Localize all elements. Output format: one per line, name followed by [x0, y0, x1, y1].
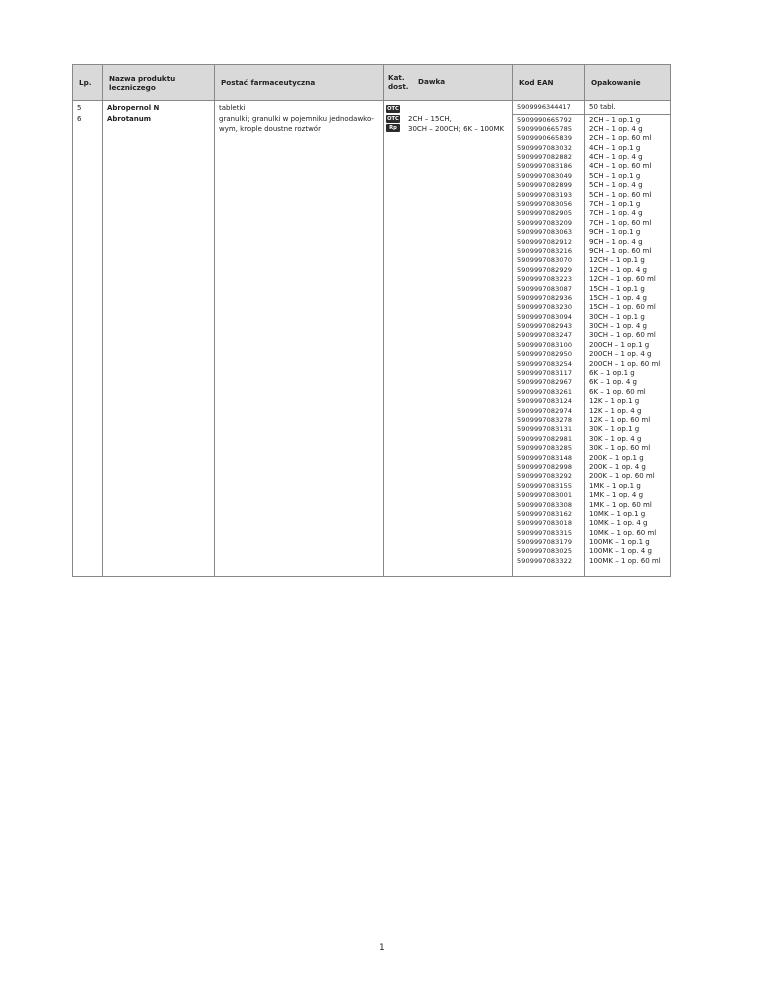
header-form: Postać farmaceutyczna — [215, 65, 384, 101]
ean-cell — [513, 101, 585, 577]
ean-item: 5909997083001 — [517, 491, 573, 500]
ean-item: 5909997082929 — [517, 265, 573, 274]
ean-item: 5909997082936 — [517, 293, 573, 302]
pack-item: 100MK – 1 op. 4 g — [589, 547, 652, 556]
header-dose: Dawka — [418, 77, 446, 87]
lp-cell — [73, 101, 103, 577]
pack-item: 100MK – 1 op. 60 ml — [589, 556, 661, 565]
pack-item: 6K – 1 op.1 g — [589, 369, 635, 378]
ean-item: 5909997083155 — [517, 481, 573, 490]
pack-item: 15CH – 1 op. 4 g — [589, 293, 647, 302]
pack-item: 100MK – 1 op.1 g — [589, 538, 650, 547]
ean-item: 5909997083056 — [517, 200, 573, 209]
pack-item: 9CH – 1 op. 4 g — [589, 237, 643, 246]
row2-category-dose — [386, 114, 508, 135]
ean-item: 5909997083292 — [517, 472, 573, 481]
ean-item: 5909997083223 — [517, 275, 573, 284]
otc-badge: OTC — [387, 106, 399, 112]
ean-item: 5909997082998 — [517, 462, 573, 471]
pack-item: 15CH – 1 op.1 g — [589, 284, 645, 293]
row-divider — [513, 114, 584, 115]
row1-category — [386, 103, 508, 114]
pack-list — [589, 116, 666, 567]
ean-item: 5909997083100 — [517, 340, 573, 349]
ean-item: 5909997083254 — [517, 359, 573, 368]
ean-item: 5909997083278 — [517, 416, 573, 424]
pack-item: 200CH – 1 op. 60 ml — [589, 359, 661, 368]
pack-item: 200K – 1 op. 4 g — [589, 462, 646, 471]
pack-item: 9CH – 1 op. 60 ml — [589, 246, 652, 255]
lp-6: 6 — [77, 114, 82, 123]
pack-item: 12K – 1 op. 60 ml — [589, 416, 651, 424]
pack-abropernol: 50 tabl. — [589, 103, 616, 111]
ean-abropernol: 5909996344417 — [517, 103, 571, 111]
pack-item: 5CH – 1 op. 60 ml — [589, 190, 652, 199]
ean-item: 5909997082943 — [517, 322, 573, 331]
pack-item: 10MK – 1 op.1 g — [589, 509, 646, 518]
pack-item: 7CH – 1 op. 60 ml — [589, 218, 652, 227]
pack-item: 30CH – 1 op. 60 ml — [589, 331, 656, 340]
pack-item: 12CH – 1 op. 60 ml — [589, 275, 656, 284]
pack-item: 12K – 1 op.1 g — [589, 397, 640, 406]
ean-item: 5909997083070 — [517, 256, 573, 265]
pack-item: 200K – 1 op.1 g — [589, 453, 644, 462]
form-abropernol: tabletki — [219, 104, 246, 112]
ean-item: 5909990665792 — [517, 115, 573, 124]
pack-item: 1MK – 1 op. 60 ml — [589, 500, 652, 509]
pack-item: 30CH – 1 op. 4 g — [589, 322, 647, 331]
pack-item: 30K – 1 op.1 g — [589, 425, 640, 434]
pack-item: 2CH – 1 op. 4 g — [589, 124, 643, 133]
product-table — [72, 64, 671, 577]
ean-item: 5909997083209 — [517, 218, 573, 227]
pack-item: 12K – 1 op. 4 g — [589, 406, 642, 415]
dose-list — [408, 114, 504, 135]
pack-item: 12CH – 1 op. 4 g — [589, 265, 647, 274]
dose-line: 30CH – 200CH; 6K – 100MK — [408, 125, 505, 133]
ean-item: 5909997083032 — [517, 143, 573, 152]
ean-item: 5909997083124 — [517, 397, 573, 406]
ean-item: 5909997082912 — [517, 237, 573, 246]
ean-item: 5909997083261 — [517, 387, 573, 396]
ean-item: 5909997083117 — [517, 369, 573, 378]
header-pack: Opakowanie — [585, 65, 671, 101]
pack-item: 9CH – 1 op.1 g — [589, 228, 641, 237]
ean-item: 5909997083094 — [517, 312, 573, 321]
pack-item: 30K – 1 op. 4 g — [589, 434, 642, 443]
ean-item: 5909997083049 — [517, 171, 573, 180]
name-cell — [103, 101, 215, 577]
ean-item: 5909997083216 — [517, 246, 573, 255]
ean-item: 5909997082950 — [517, 350, 573, 359]
ean-item: 5909997083131 — [517, 425, 573, 434]
ean-item: 5909997083148 — [517, 453, 573, 462]
ean-item: 5909997082882 — [517, 153, 573, 162]
pack-item: 4CH – 1 op.1 g — [589, 143, 641, 152]
ean-item: 5909997083285 — [517, 444, 573, 453]
header-name: Nazwa produktu leczniczego — [103, 65, 215, 101]
pack-item: 200CH – 1 op.1 g — [589, 340, 650, 349]
category-dose-cell — [384, 101, 513, 577]
header-category-dose — [384, 65, 513, 101]
ean-item: 5909997083087 — [517, 284, 573, 293]
header-row — [73, 65, 671, 101]
header-dost: dost. — [388, 81, 409, 91]
ean-item: 5909997082981 — [517, 434, 573, 443]
pack-cell — [585, 101, 671, 577]
header-ean: Kod EAN — [513, 65, 585, 101]
product-name-abrotanum: Abrotanum — [107, 114, 152, 123]
pack-item: 200CH – 1 op. 4 g — [589, 350, 652, 359]
ean-item: 5909997083025 — [517, 547, 573, 556]
form-abrotanum: granulki; granulki w pojemniku jednodawko-wym, krople doustne roztwór — [219, 114, 374, 133]
ean-item: 5909997082905 — [517, 209, 573, 218]
product-name-abropernol: Abropernol N — [107, 104, 160, 112]
table-row — [73, 101, 671, 577]
page-number: 1 — [379, 943, 385, 953]
ean-item: 5909997082974 — [517, 406, 573, 415]
ean-item: 5909997083308 — [517, 500, 573, 509]
pack-item: 15CH – 1 op. 60 ml — [589, 303, 656, 312]
ean-item: 5909997083193 — [517, 190, 573, 199]
pack-item: 5CH – 1 op.1 g — [589, 171, 641, 180]
pack-item: 7CH – 1 op. 4 g — [589, 209, 643, 218]
ean-item: 5909990665785 — [517, 124, 573, 133]
ean-item: 5909997083063 — [517, 228, 573, 237]
row-divider — [585, 114, 670, 115]
pack-item: 10MK – 1 op. 4 g — [589, 519, 648, 528]
ean-item: 5909997083018 — [517, 519, 573, 528]
pack-item: 4CH – 1 op. 60 ml — [589, 162, 652, 171]
ean-item: 5909997083186 — [517, 162, 573, 171]
ean-item: 5909997083179 — [517, 538, 573, 547]
otc-badge: OTC — [387, 115, 399, 122]
ean-item: 5909997083230 — [517, 303, 573, 312]
ean-item: 5909997082899 — [517, 181, 573, 190]
header-kat: Kat. — [388, 73, 405, 82]
ean-item: 5909997082967 — [517, 378, 573, 387]
form-cell — [215, 101, 384, 577]
ean-item: 5909997083247 — [517, 331, 573, 340]
header-lp: Lp. — [73, 65, 103, 101]
ean-item: 5909990665839 — [517, 134, 573, 143]
dose-line: 2CH – 15CH, — [408, 114, 452, 123]
pack-item: 1MK – 1 op.1 g — [589, 481, 641, 490]
lp-5: 5 — [77, 104, 82, 112]
pack-item: 12CH – 1 op.1 g — [589, 256, 645, 265]
pack-item: 2CH – 1 op.1 g — [589, 115, 641, 124]
pack-item: 2CH – 1 op. 60 ml — [589, 134, 652, 143]
pack-item: 6K – 1 op. 60 ml — [589, 387, 646, 396]
pack-item: 5CH – 1 op. 4 g — [589, 181, 643, 190]
rp-badge: Rp — [386, 124, 400, 132]
ean-list — [517, 116, 580, 567]
pack-item: 200K – 1 op. 60 ml — [589, 472, 655, 481]
pack-item: 1MK – 1 op. 4 g — [589, 491, 644, 500]
pack-item: 10MK – 1 op. 60 ml — [589, 528, 657, 537]
ean-item: 5909997083322 — [517, 556, 573, 565]
pack-item: 30CH – 1 op.1 g — [589, 312, 645, 321]
ean-item: 5909997083162 — [517, 509, 573, 518]
pack-item: 30K – 1 op. 60 ml — [589, 444, 651, 453]
pack-item: 6K – 1 op. 4 g — [589, 378, 637, 387]
ean-item: 5909997083315 — [517, 528, 573, 537]
pack-item: 7CH – 1 op.1 g — [589, 200, 641, 209]
pack-item: 4CH – 1 op. 4 g — [589, 153, 643, 162]
